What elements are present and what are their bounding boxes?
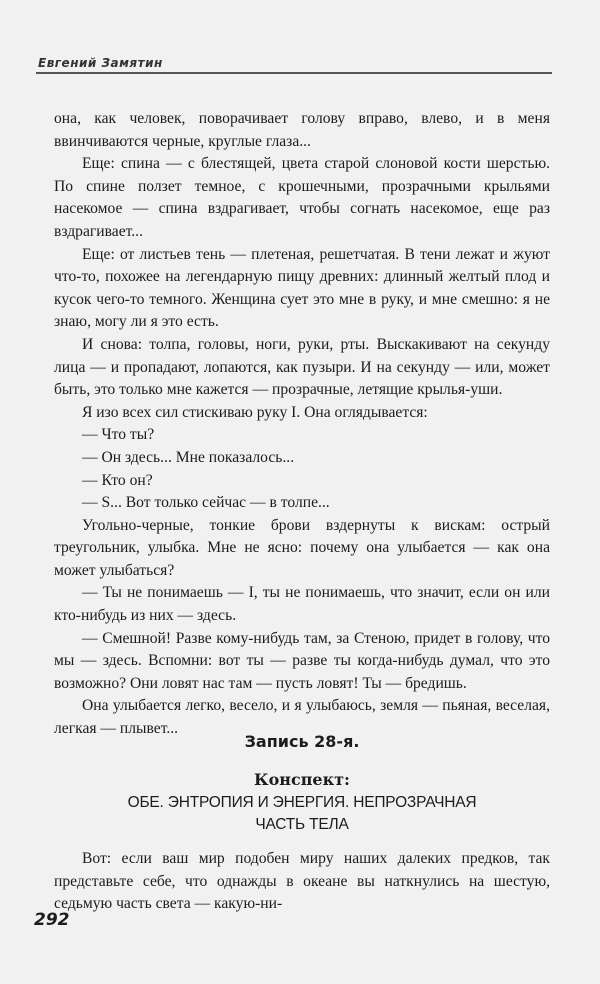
paragraph: Я изо всех сил стискиваю руку I. Она оглядывается:	[82, 403, 428, 421]
dialogue-line: — Что ты?	[82, 426, 155, 444]
running-head: Евгений Замятин	[38, 56, 163, 70]
summary-label: Конспект:	[254, 770, 350, 789]
summary-line: ОБЕ. ЭНТРОПИЯ И ЭНЕРГИЯ. НЕПРОЗРАЧНАЯ	[127, 794, 477, 811]
summary-line: ЧАСТЬ ТЕЛА	[255, 816, 349, 833]
summary-text	[54, 792, 550, 836]
paragraph: Вот: если ваш мир подобен миру наших далеких предков, так представьте себе, что однажды в океане вы наткнулись на шестую, седьмую часть света — какую-ни-	[54, 850, 550, 913]
paragraph: она, как человек, поворачивает голову вправо, влево, и в меня ввинчиваются черные, круглые глаза...	[54, 110, 550, 150]
dialogue-line: — Кто он?	[82, 471, 153, 489]
paragraph: Еще: от листьев тень — плетеная, решетчатая. В тени лежат и жуют что-то, похожее на легендарную пищу древних: длинный желтый плод и кусок чего-то темного. Женщина сует это мне в руку, и мне смешно: я не знаю, могу ли я это есть.	[54, 245, 550, 331]
header-rule	[36, 72, 552, 74]
paragraph: Угольно-черные, тонкие брови вздернуты к вискам: острый треугольник, улыбка. Мне не ясно: почему она улыбается — как она может улыбаться?	[54, 516, 550, 579]
dialogue-line: — Смешной! Разве кому-нибудь там, за Стеною, придет в голову, что мы — здесь. Вспомни: вот ты — разве ты когда-нибудь думал, что это возможно? Они ловят нас там — пусть ловят! Ты — бредишь.	[54, 629, 550, 692]
paragraph: И снова: толпа, головы, ноги, руки, рты. Выскакивают на секунду лица — и пропадают, лопаются, как пузыри. И на секунду — или, может быть, это только мне кажется — прозрачные, летящие крылья-уши.	[54, 335, 550, 399]
dialogue-line: — Он здесь... Мне показалось...	[82, 448, 295, 466]
page-number: 292	[34, 910, 70, 930]
body-text	[54, 108, 550, 741]
entry-body	[54, 848, 550, 916]
dialogue-line: — Ты не понимаешь — I, ты не понимаешь, что значит, если он или кто-нибудь из них — здесь.	[54, 584, 550, 625]
paragraph: Она улыбается легко, весело, и я улыбаюсь, земля — пьяная, веселая, легкая — плывет...	[54, 697, 550, 738]
entry-title: Запись 28-я.	[244, 732, 360, 751]
dialogue-line: — S... Вот только сейчас — в толпе...	[82, 494, 330, 512]
paragraph: Еще: спина — с блестящей, цвета старой слоновой кости шерстью. По спине ползет темное, с крошечными, прозрачными крыльями насекомое — спина вздрагивает, чтобы согнать насекомое, еще раз вздрагивает...	[54, 155, 550, 240]
